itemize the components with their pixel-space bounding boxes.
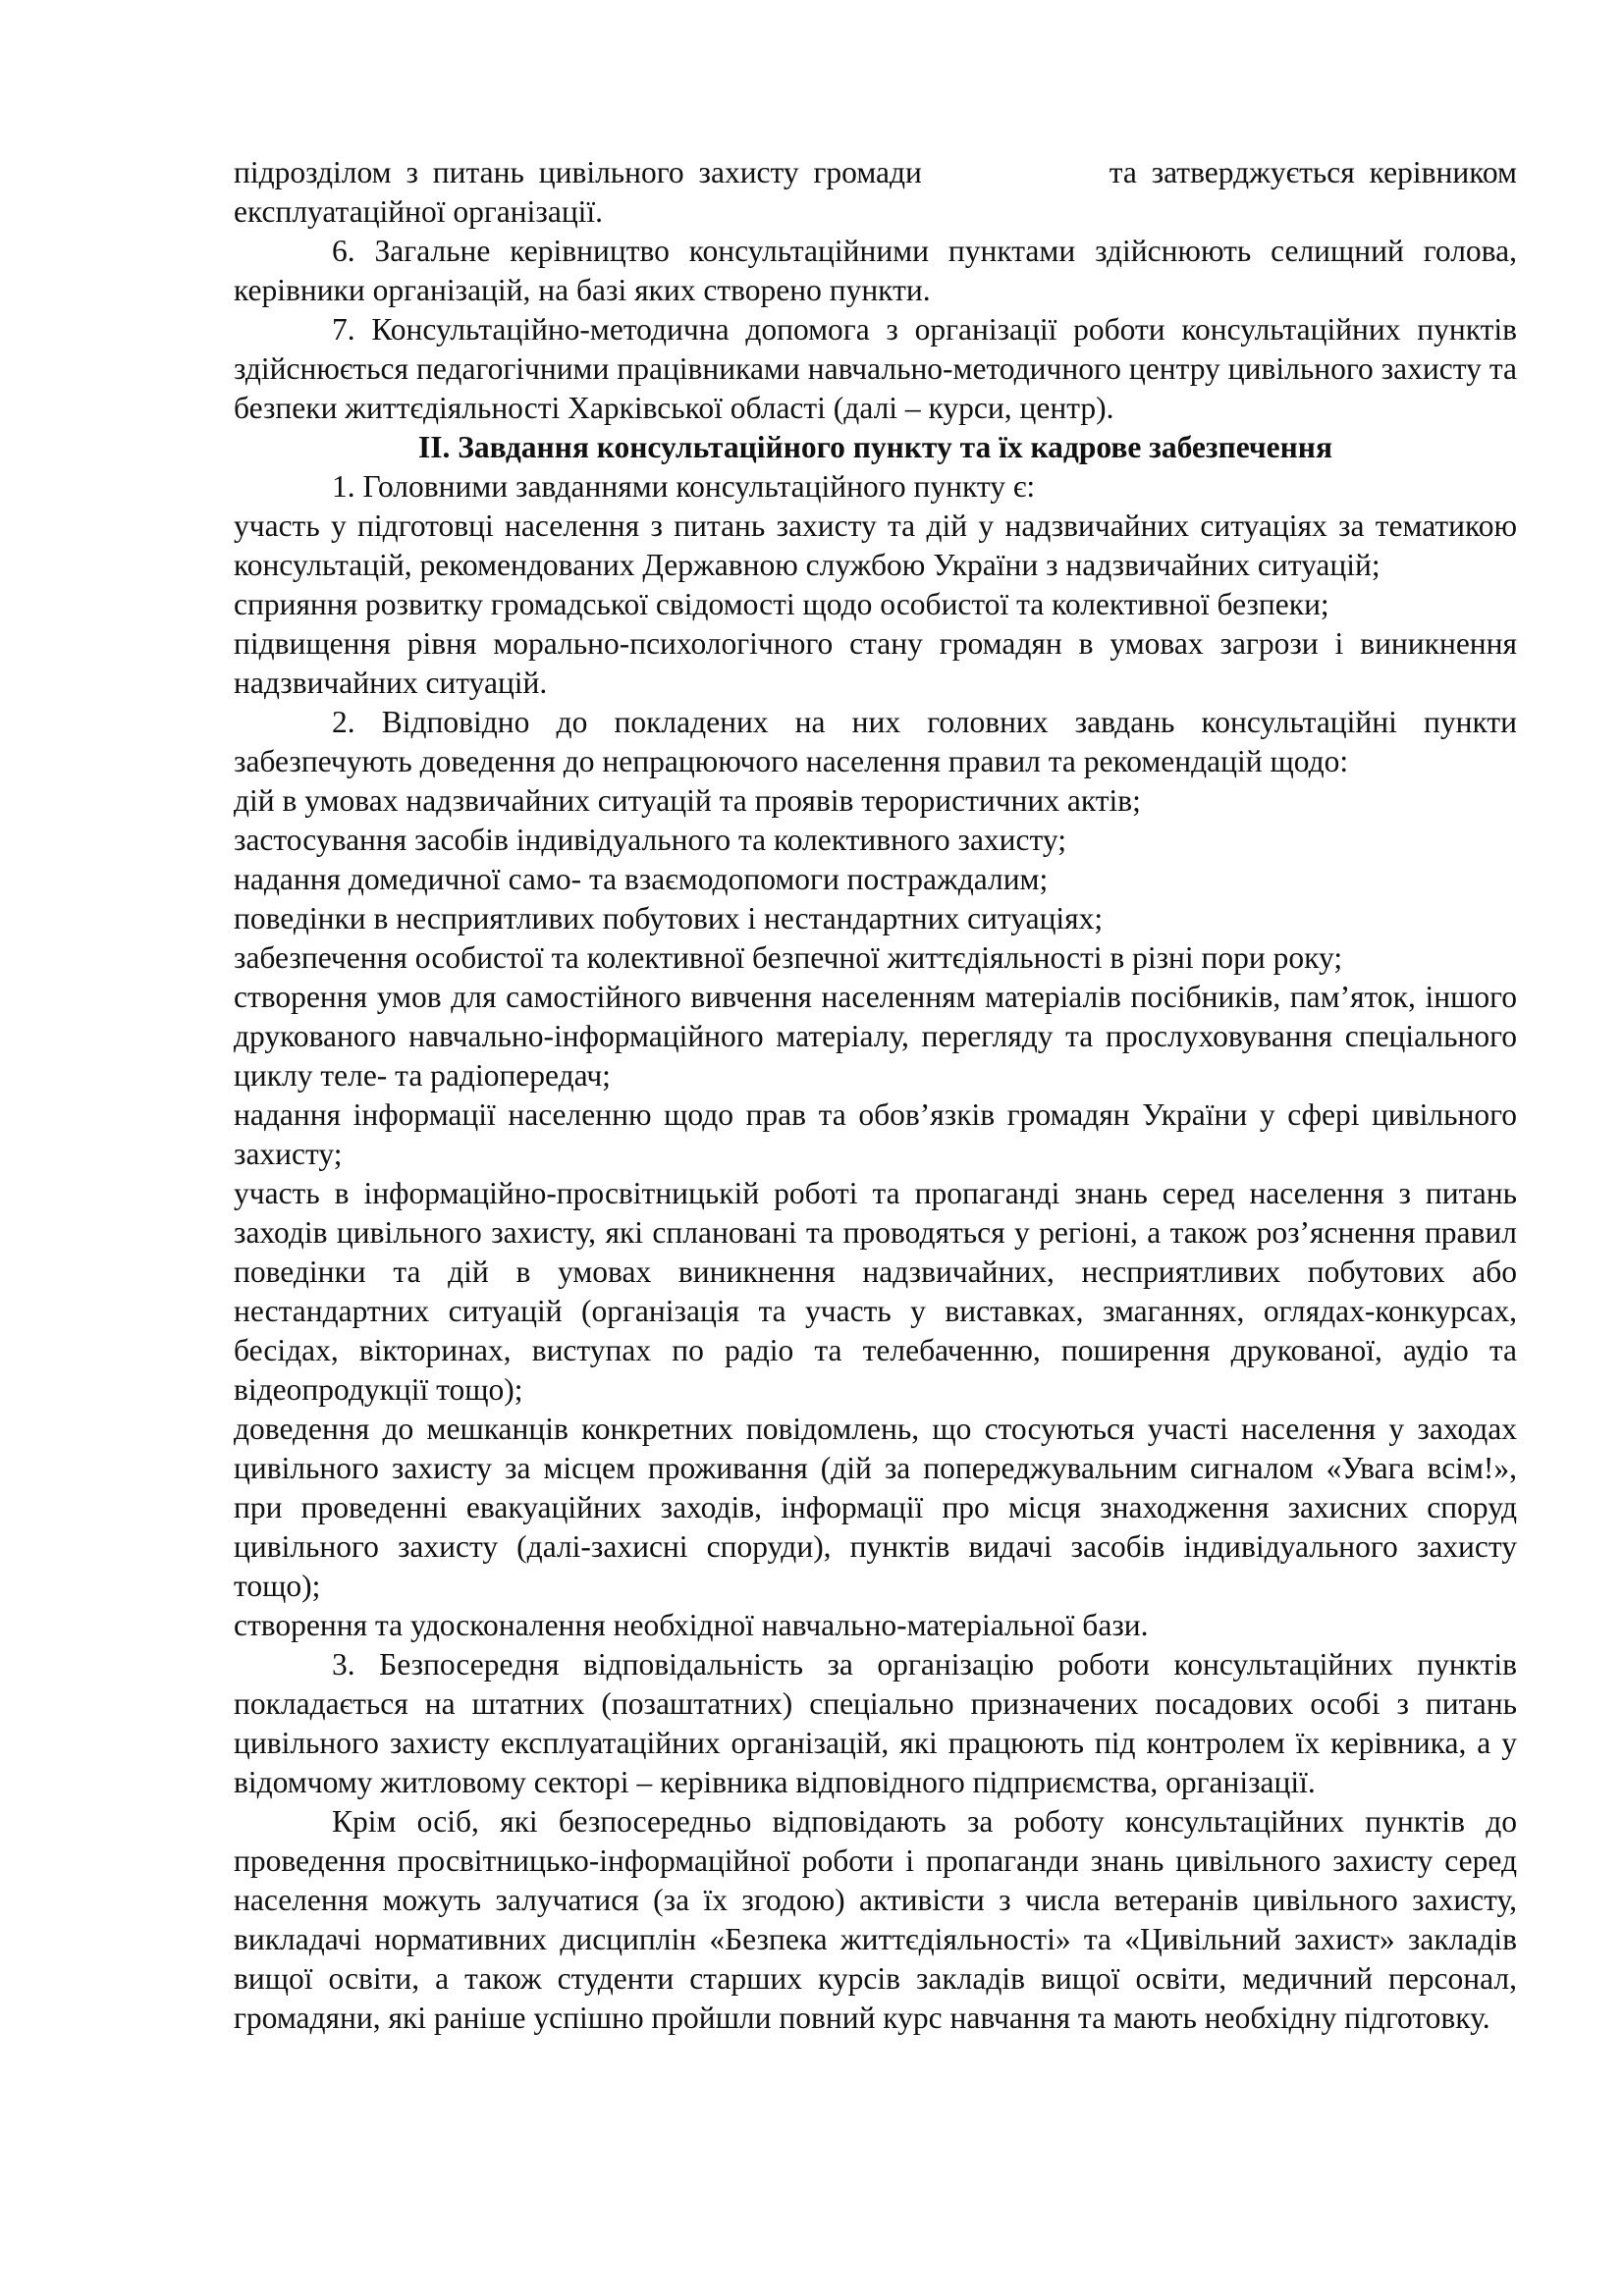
continuation-line [234,153,1517,192]
list-item: надання інформації населенню щодо прав та обов’язків громадян України у сфері цивільного захисту; [234,1097,1517,1171]
list-item: доведення до мешканців конкретних повідомлень, що стосуються участі населення у заходах цивільного захисту за місцем проживання (дій за попереджувальним сигналом «Увага всім!», при проведенні евакуаційних заходів, інформації про місця знаходження захисних споруд цивільного захисту (далі-захисні споруди), пунктів видачі засобів індивідуального захисту тощо); [234,1412,1517,1603]
paragraph-7: 7. Консультаційно-методична допомога з організації роботи консультаційних пунктів здійснюється педагогічними працівниками навчально-методичного центру цивільного захисту та безпеки життєдіяльності Харківської області (далі – курси, центр). [234,312,1517,425]
continuation-text-right: та затверджується керівником [1109,155,1517,189]
section2-paragraph-1: 1. Головними завданнями консультаційного пункту є: [332,469,1036,504]
list-item: підвищення рівня морально-психологічного стану громадян в умовах загрози і виникнення надзвичайних ситуацій. [234,626,1517,700]
paragraph-6: 6. Загальне керівництво консультаційними пунктами здійснюють селищний голова, керівники організацій, на базі яких створено пункти. [234,234,1517,307]
section-heading: ІІ. Завдання консультаційного пункту та їх кадрове забезпечення [417,430,1333,464]
section2-paragraph-4: Крім осіб, які безпосередньо відповідають за роботу консультаційних пунктів до проведення просвітницько-інформаційної роботи і пропаганди знань цивільного захисту серед населення можуть залучатися (за їх згодою) активісти з числа ветеранів цивільного захисту, викладачі нормативних дисциплін «Безпека життєдіяльності» та «Цивільний захист» закладів вищої освіти, а також студенти старших курсів закладів вищої освіти, медичний персонал, громадяни, які раніше успішно пройшли повний курс навчання та мають необхідну підготовку. [234,1804,1517,2035]
list-item: створення та удосконалення необхідної навчально-матеріальної бази. [234,1608,1149,1642]
list-item: сприяння розвитку громадської свідомості щодо особистої та колективної безпеки; [234,587,1329,621]
list-item: забезпечення особистої та колективної безпечної життєдіяльності в різні пори року; [234,940,1343,975]
list-item: створення умов для самостійного вивчення населенням матеріалів посібників, пам’яток, іншого друкованого навчально-інформаційного матеріалу, перегляду та прослуховування спеціального циклу теле- та радіопередач; [234,980,1517,1093]
list-item: дій в умовах надзвичайних ситуацій та проявів терористичних актів; [234,783,1141,818]
section2-paragraph-3: 3. Безпосередня відповідальність за організацію роботи консультаційних пунктів покладається на штатних (позаштатних) спеціально призначених посадових особі з питань цивільного захисту експлуатаційних організацій, які працюють під контролем їх керівника, а у відомчому житловому секторі – керівника відповідного підприємства, організації. [234,1647,1517,1799]
section2-paragraph-2: 2. Відповідно до покладених на них головних завдань консультаційні пункти забезпечують доведення до непрацюючого населення правил та рекомендацій щодо: [234,705,1517,778]
list-item: застосування засобів індивідуального та колективного захисту; [234,823,1066,857]
list-item: участь у підготовці населення з питань захисту та дій у надзвичайних ситуаціях за тематикою консультацій, рекомендованих Державною службою України з надзвичайних ситуацій; [234,508,1517,582]
list-item: участь в інформаційно-просвітницькій роботі та пропаганді знань серед населення з питань заходів цивільного захисту, які сплановані та проводяться у регіоні, а також роз’яснення правил поведінки та дій в умовах виникнення надзвичайних, несприятливих побутових або нестандартних ситуацій (організація та участь у виставках, змаганнях, оглядах-конкурсах, бесідах, вікторинах, виступах по радіо та телебаченню, поширення друкованої, аудіо та відеопродукції тощо); [234,1176,1517,1407]
continuation-text-end: експлуатаційної організації. [234,194,604,229]
document-page [234,153,1517,2038]
list-item: надання домедичної само- та взаємодопомоги постраждалим; [234,862,1049,896]
continuation-text-left: підрозділом з питань цивільного захисту громади [234,155,922,189]
list-item: поведінки в несприятливих побутових і нестандартних ситуаціях; [234,901,1104,935]
